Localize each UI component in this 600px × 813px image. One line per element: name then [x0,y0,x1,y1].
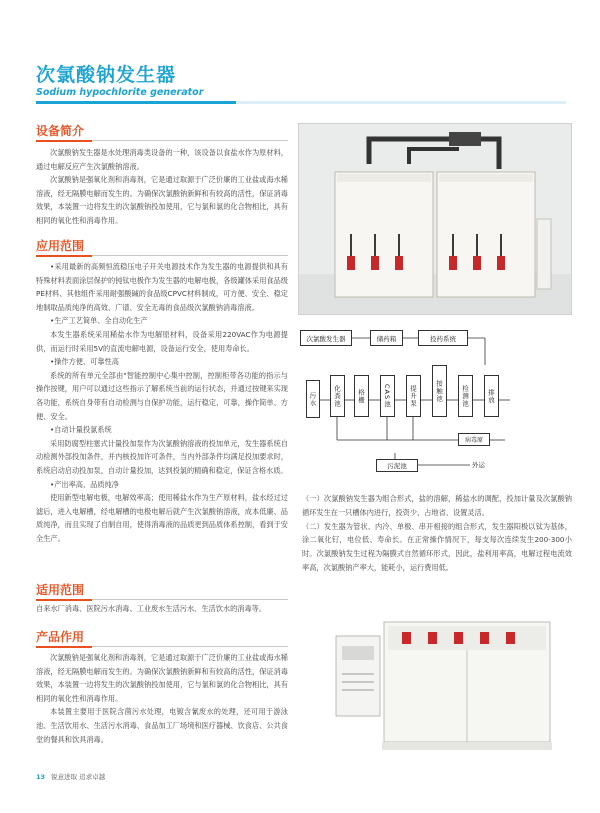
page-number: 13 [36,773,46,781]
footer-slogan: 锐意进取 追求卓越 [51,773,106,781]
function-heading-underline [36,646,92,648]
function-heading: 产品作用 [36,630,85,644]
function-heading-rule [92,646,288,647]
scope-text [36,602,288,616]
page-title: 次氯酸钠发生器 [36,64,177,86]
application-heading-rule [92,255,288,256]
flow-box-pump: 提升泵 [406,375,421,417]
scope-heading-rule [92,599,288,600]
intro-heading-underline [36,140,92,142]
application-paragraph: •采用最新的高频恒流稳压电子开关电源技术作为发生器的电源提供和具有特殊材料表面涂层保护的钝钛电极作为发生器的电解电极，各级罐体采用食品级PE材料、其他组件采用耐强酸碱的食品级CPVC材料制成，可方便、安全、稳定地制取品质纯净的高效、广谱、安全无毒的食品级次氯酸钠消毒溶液。 [36,262,288,312]
intro-paragraph: 次氯酸钠发生器是水处理消毒类设备的一种，该设备以食盐水作为原材料，通过电解反应产生次氯酸钠溶液。 [36,148,288,171]
generator-description [302,492,572,575]
page-footer [36,772,105,781]
application-bullet: •生产工艺简单、全自动化生产 [50,316,148,326]
function-paragraph: 本装置主要用于医院含菌污水处理，电镀含氰废水的处理，还可用于游泳池、生活饮用水、生活污水消毒、食品加工厂场境和医疗器械、饮食店、公共食堂的餐具和饮具消毒。 [36,707,288,744]
application-paragraph: 使用新型电解电极，电解效率高；使用稀盐水作为生产原材料，盐水经过过滤后，进入电解槽，经电解槽的电极电解后就产生次氯酸钠溶液，成本低廉、品质纯净，而且实现了自制自用，使得消毒液的品质更到品质体系控制，看到于安全生产。 [36,493,288,543]
generator-units-illustration [332,616,572,756]
title-rule [36,101,566,104]
product-photo-top [298,123,572,315]
scope-paragraph: 自来水厂消毒、医院污水消毒、工业废水生活污水、生活饮水的消毒等。 [36,604,267,613]
scope-heading-underline [36,599,92,601]
flow-box-virus: 病毒原 [458,433,490,446]
application-bullet: •操作方便、可靠性高 [50,357,119,367]
intro-heading-rule [92,140,288,141]
flow-box-cas: CAS池 [380,375,395,417]
intro-paragraph: 次氯酸钠是强氧化剂和消毒剂，它是通过取源于广泛价廉的工业盐或海水稀溶液，经无隔膜电解而发生的。为确保次氯酸钠新鲜和有较高的活性，保证消毒效果，本装置一边将发生的次氯酸钠投加使用，它与氯和氯的化合物相比，具有相同的氧化性和消毒作用。 [36,175,288,225]
application-bullet: •产出率高、品质纯净 [50,479,119,489]
flow-box-dosing: 投药系统 [418,330,468,346]
generator-cabinet-illustration [299,124,572,315]
application-text [36,260,288,545]
flow-box-tank: 储药箱 [370,330,403,346]
description-paragraph: （二）发生器为管状、内冷、单极、串开相接的组合形式，发生器阳极以钛为基体，涂二氧化钌，电位低、寿命长。在正常操作情况下，每支每次连续发生200-300小时。次氯酸钠发生过程为隔膜式自然循环形式，因此，盐利用率高，电解过程电流效率高，次氯酸钠产率大，能耗小，运行费用低。 [302,521,572,572]
process-flowchart [300,325,570,485]
function-text [36,651,288,746]
flow-box-discharge: 排放 [484,375,499,417]
flow-box-grille: 格栅 [354,375,369,417]
application-heading: 应用范围 [36,239,85,253]
flow-box-contact: 接触池 [432,365,447,417]
flow-box-sludge: 污泥池 [376,459,418,472]
flow-box-generator: 次氯酸发生器 [300,330,352,346]
flow-box-septic: 化粪池 [330,375,345,417]
application-bullet: •自动计量投氯系统 [50,425,112,435]
function-paragraph: 次氯酸钠是强氧化剂和消毒剂，它是通过取源于广泛价廉的工业盐或海水稀溶液，经无隔膜电解而发生的。为确保次氯酸钠新鲜和有较高的活性，保证消毒效果，本装置一边将发生的次氯酸钠投加使用，它与氯和氯的化合物相比，具有相同的氧化性和消毒作用。 [36,653,288,703]
flow-label-outside: 外运 [472,461,485,469]
flow-box-sewage: 污水 [306,380,320,418]
flow-box-check: 检测池 [458,375,473,417]
application-paragraph: 系统的所有单元全部由"智能控制中心集中控制，控制柜带各功能的指示与操作按键，用户可以通过这些指示了解系统当前的运行状态，并通过按键来实现各功能，系统自身带有自动检测与自保护功能，运行稳定、可靠，操作简单、方便、安全。 [36,370,288,421]
scope-heading: 适用范围 [36,583,85,597]
product-photo-bottom [332,616,572,756]
intro-heading: 设备简介 [36,124,85,138]
application-heading-underline [36,255,92,257]
intro-text [36,146,288,228]
description-paragraph: （一）次氯酸钠发生器为组合形式，盐的溶解，稀盐水的调配，投加计量及次氯酸钠循环发生在一只槽体内进行，投资少、占地省、设置灵活。 [302,494,572,517]
application-paragraph: 采用防腐型柱塞式计量投加泵作为次氯酸钠溶液的投加单元，发生器系统自动检测外部投加条件，并内核投加许可条件，当内外部条件均满足投加要求时，系统启动启动投加泵，自动计量投加，达到投氯的精确和稳定，保证含格水质。 [36,438,288,475]
page-subtitle: Sodium hypochlorite generator [36,87,204,98]
application-paragraph: 本发生器系统采用稀盐水作为电解原材料，设备采用220VAC作为电源提供，而运行时采用5V的直流电解电源，设备运行安全，使用寿命长。 [36,329,288,353]
